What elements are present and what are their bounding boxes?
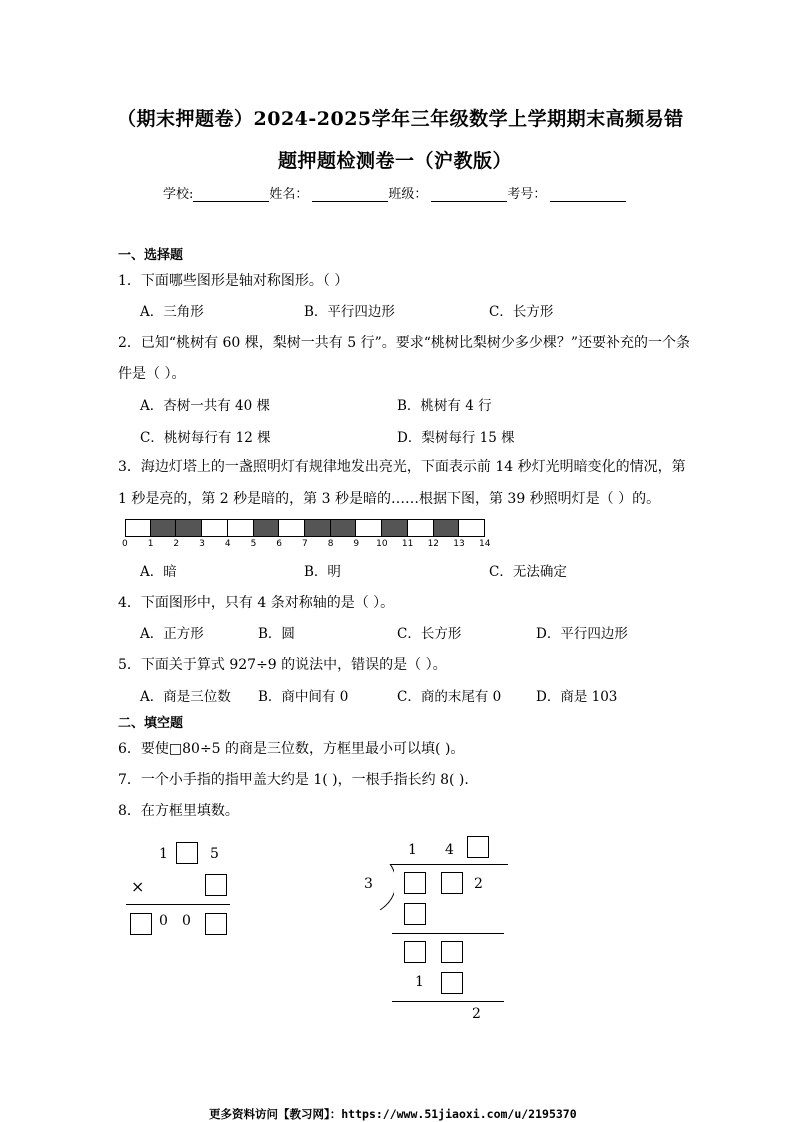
div-box-step2-tens[interactable] [404,941,426,963]
question-4: 4．下面图形中，只有 4 条对称轴的是（ ）。 [118,595,395,611]
q3-option-a[interactable]: A．暗 [140,564,177,580]
div-bracket-top [390,864,508,865]
tick-label-0: 0 [122,539,128,549]
div-step3-1: 1 [415,974,424,990]
light-cell-11 [382,519,408,537]
q1-option-c[interactable]: C．长方形 [489,304,554,320]
question-3-line1: 3．海边灯塔上的一盏照明灯有规律地发出亮光，下面表示前 14 秒灯光明暗变化的情况，第 [118,459,686,475]
tick-label-1: 1 [147,539,154,549]
div-box-step2-ones[interactable] [441,941,463,963]
div-box-dividend-hundreds[interactable] [404,872,426,894]
student-info-line [163,183,626,202]
tick-label-14: 14 [479,539,491,549]
div-bracket-curve [374,864,394,910]
div-rule-2 [392,1001,504,1002]
question-2-line2: 件是（ ）。 [118,366,186,382]
light-sequence-ticks [122,539,491,551]
question-1: 1．下面哪些图形是轴对称图形。（ ） [118,273,349,289]
q1-option-b[interactable]: B．平行四边形 [304,304,395,320]
tick-label-6: 6 [276,539,283,549]
page-title-line1: （期末押题卷）2024-2025学年三年级数学上学期期末高频易错 [117,108,684,130]
div-dividend-2: 2 [474,876,483,892]
question-5: 5．下面关于算式 927÷9 的说法中，错误的是（ ）。 [118,657,447,673]
div-box-dividend-tens[interactable] [441,872,463,894]
footer-link[interactable]: 更多资料访问【教习网】：https://www.51jiaoxi.com/u/2195370 [209,1107,577,1121]
mult-box-product-ones[interactable] [205,913,227,935]
q4-option-c[interactable]: C．长方形 [397,626,462,642]
light-cell-13 [434,519,460,537]
multiply-sign: × [131,877,145,896]
question-8: 8．在方框里填数。 [118,803,239,819]
q1-option-a[interactable]: A．三角形 [140,304,204,320]
light-cell-2 [151,519,177,537]
q2-option-d[interactable]: D．梨树每行 15 棵 [397,430,515,446]
light-cell-3 [176,519,202,537]
tick-label-3: 3 [199,539,205,549]
name-label: 姓名： [269,187,309,202]
div-rule-1 [392,933,504,934]
page-title-line2: 题押题检测卷一（沪教版） [278,150,513,172]
tick-label-10: 10 [376,539,388,549]
question-6: 6．要使□80÷5 的商是三位数，方框里最小可以填( )。 [118,741,465,757]
mult-digit-1: 1 [159,846,168,862]
light-cell-1 [125,519,151,537]
section-fill-heading: 二、填空题 [118,716,184,731]
light-cell-4 [202,519,228,537]
div-box-step1[interactable] [404,903,426,925]
tick-label-5: 5 [250,539,257,549]
q5-option-a[interactable]: A．商是三位数 [140,689,231,705]
mult-product-zero-1: 0 [159,913,168,929]
light-cell-10 [356,519,382,537]
div-divisor: 3 [364,876,373,892]
light-cell-6 [254,519,280,537]
q4-option-b[interactable]: B．圆 [258,626,295,642]
mult-digit-5: 5 [210,846,219,862]
div-quotient-1: 1 [408,842,417,858]
q5-option-b[interactable]: B．商中间有 0 [258,689,349,705]
section-choice-heading: 一、选择题 [118,248,184,263]
tick-label-11: 11 [401,539,414,549]
light-cell-12 [408,519,434,537]
question-7: 7．一个小手指的指甲盖大约是 1( )，一根手指长约 8( ). [118,772,469,788]
mult-box-multiplier[interactable] [205,874,227,896]
tick-label-13: 13 [453,539,465,549]
tick-label-12: 12 [427,539,440,549]
q5-option-c[interactable]: C．商的末尾有 0 [397,689,502,705]
q3-option-c[interactable]: C．无法确定 [489,564,567,580]
question-2-line1: 2．已知“桃树有 60 棵，梨树一共有 5 行”。要求“桃树比梨树少多少棵？”还要补充的一个条 [118,335,691,351]
school-field[interactable] [193,187,269,202]
light-cell-7 [279,519,305,537]
q2-option-b[interactable]: B．桃树有 4 行 [397,398,492,414]
tick-label-8: 8 [327,539,334,549]
div-remainder: 2 [472,1006,481,1022]
div-quotient-4: 4 [445,842,454,858]
tick-label-2: 2 [173,539,180,549]
mult-box-tens[interactable] [176,842,198,864]
q2-option-c[interactable]: C．桃树每行有 12 棵 [140,430,271,446]
exam-no-field[interactable] [550,187,626,202]
tick-label-9: 9 [353,539,360,549]
mult-product-zero-2: 0 [182,913,191,929]
light-cell-9 [331,519,357,537]
light-sequence-strip [125,519,485,537]
light-cell-8 [305,519,331,537]
light-cell-14 [459,519,485,537]
question-3-line2: 1 秒是亮的，第 2 秒是暗的，第 3 秒是暗的……根据下图，第 39 秒照明灯是（ ）的。 [118,491,661,507]
div-box-step3-ones[interactable] [441,972,463,994]
name-field[interactable] [312,187,388,202]
q4-option-d[interactable]: D．平行四边形 [536,626,628,642]
tick-label-4: 4 [224,539,231,549]
light-cell-5 [228,519,254,537]
class-label: 班级： [388,187,428,202]
tick-label-7: 7 [302,539,308,549]
school-label: 学校: [163,187,194,202]
mult-box-product-hundreds[interactable] [130,913,152,935]
class-field[interactable] [431,187,507,202]
q4-option-a[interactable]: A．正方形 [140,626,204,642]
q3-option-b[interactable]: B．明 [304,564,341,580]
div-box-quotient-ones[interactable] [467,836,489,858]
q2-option-a[interactable]: A．杏树一共有 40 棵 [140,398,271,414]
exam-no-label: 考号： [507,187,547,202]
mult-rule [126,904,230,905]
q5-option-d[interactable]: D．商是 103 [536,689,618,705]
